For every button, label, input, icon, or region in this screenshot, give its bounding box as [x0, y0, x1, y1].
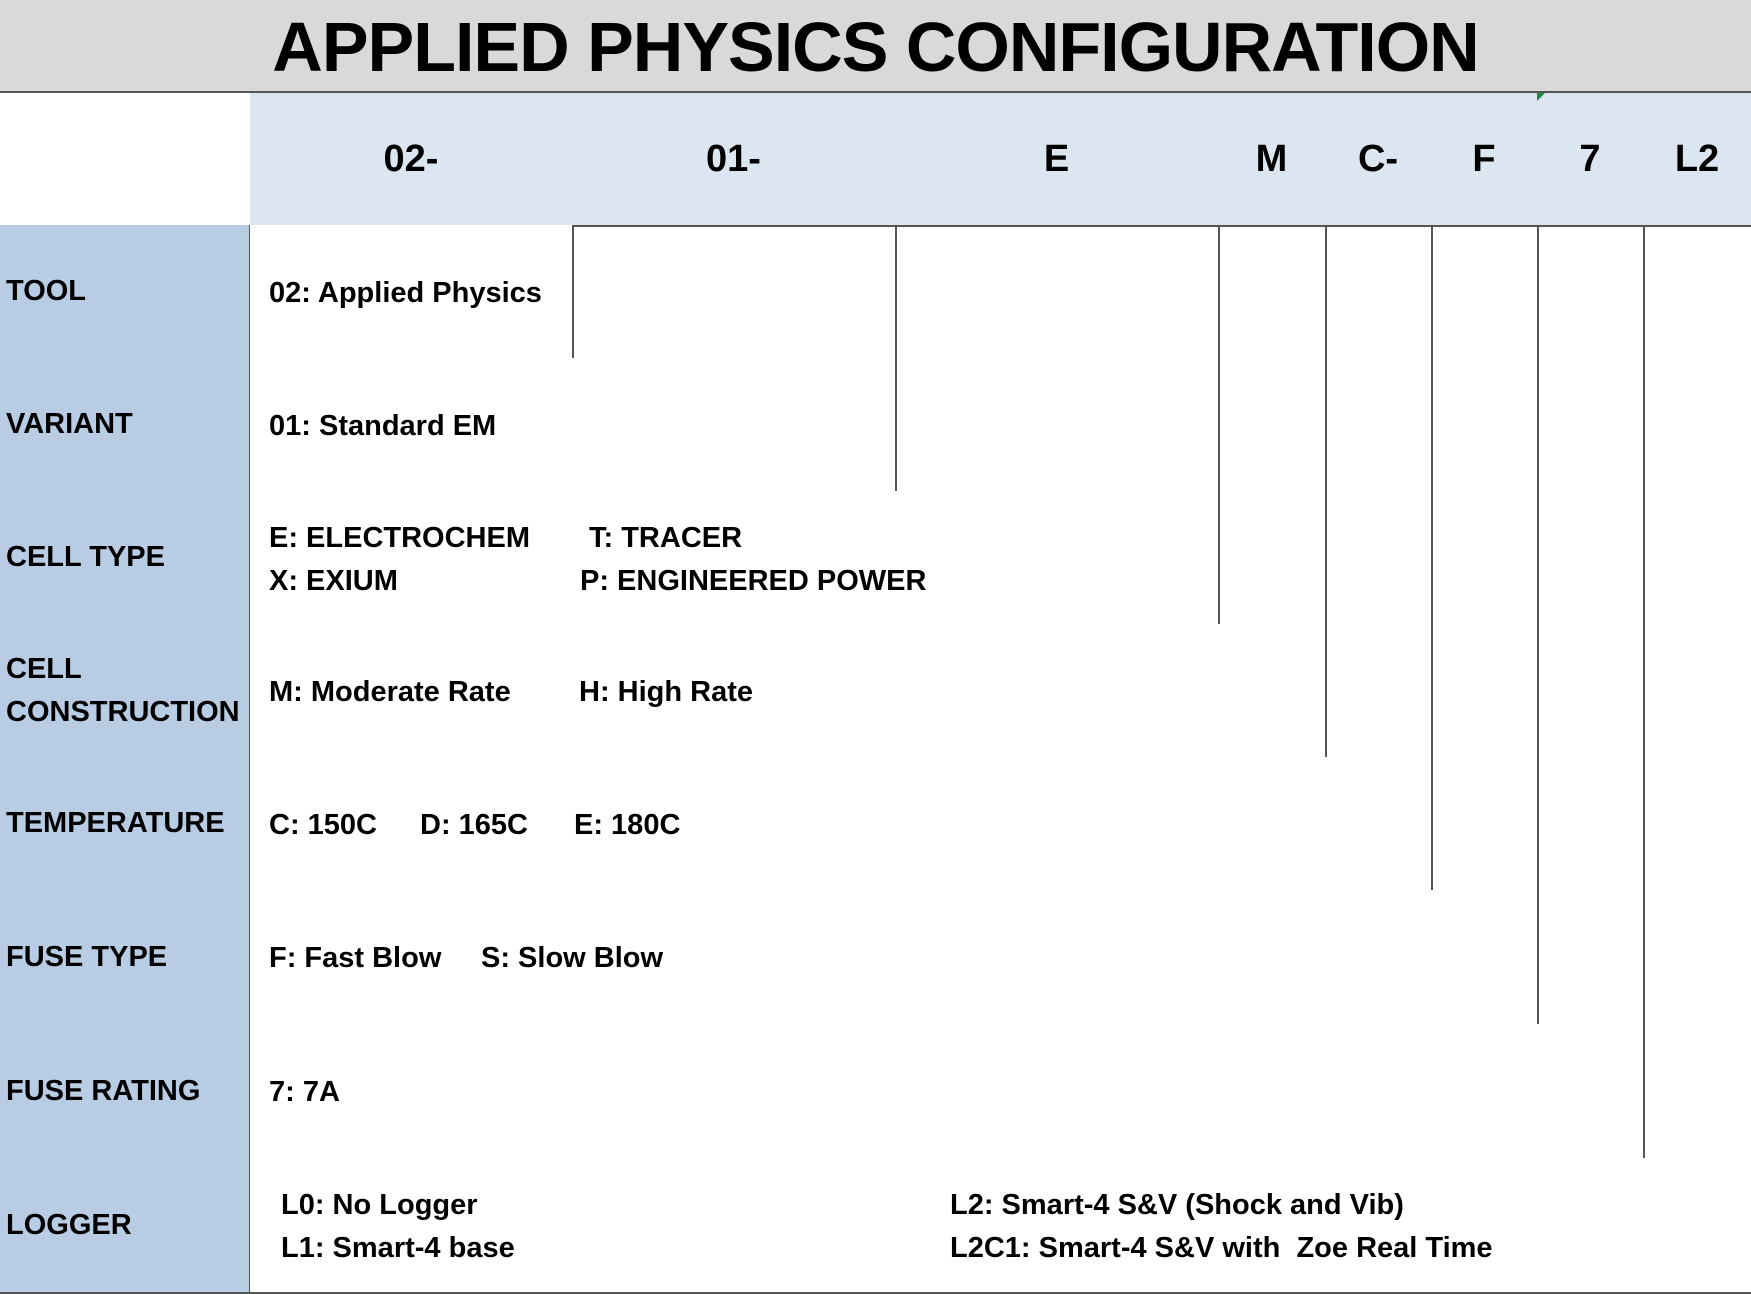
code-segment-variant: 01-: [572, 93, 897, 227]
row-label-fuse-type: FUSE TYPE: [0, 890, 251, 1026]
code-segment-cell-type: E: [895, 93, 1220, 227]
row-label-fuse-rating: FUSE RATING: [0, 1024, 251, 1160]
row-label-variant: VARIANT: [0, 358, 251, 493]
option-temperature-e: E: 180C: [574, 809, 681, 841]
row-label-cell-construction-line1: CELL: [6, 652, 82, 685]
row-box-cell-type: [250, 491, 1220, 626]
option-cell-type-x: X: EXIUM: [269, 565, 398, 597]
row-label-cell-construction: [0, 624, 251, 759]
code-segment-logger: L2: [1643, 93, 1751, 227]
row-label-temperature: TEMPERATURE: [0, 757, 251, 892]
page-title: APPLIED PHYSICS CONFIGURATION: [272, 7, 1479, 86]
row-label-tool: TOOL: [0, 225, 251, 360]
option-temperature-d: D: 165C: [420, 809, 528, 841]
option-logger-l2c1: L2C1: Smart-4 S&V with Zoe Real Time: [950, 1232, 1493, 1264]
option-fuse-type-f: F: Fast Blow: [269, 942, 442, 974]
divider-line: [1431, 225, 1433, 759]
option-variant-01: 01: Standard EM: [269, 410, 497, 442]
option-cell-type-p: P: ENGINEERED POWER: [580, 565, 927, 597]
option-cell-type-e: E: ELECTROCHEM: [269, 522, 530, 554]
option-cell-type-t: T: TRACER: [589, 522, 743, 554]
code-segment-temperature: C-: [1325, 93, 1433, 227]
code-segment-fuse-type: F: [1431, 93, 1539, 227]
code-segment-tool: 02-: [250, 93, 574, 227]
option-fuse-type-s: S: Slow Blow: [481, 942, 664, 974]
row-label-cell-construction-line2: CONSTRUCTION: [6, 695, 240, 728]
option-logger-l2: L2: Smart-4 S&V (Shock and Vib): [950, 1189, 1404, 1221]
divider-line: [1325, 225, 1327, 626]
row-box-fuse-rating: [250, 1024, 1645, 1160]
cell-comment-marker: [1537, 93, 1545, 101]
code-segment-cell-construction: M: [1218, 93, 1327, 227]
row-label-logger: LOGGER: [0, 1158, 251, 1294]
option-construction-h: H: High Rate: [579, 676, 753, 708]
option-construction-m: M: Moderate Rate: [269, 676, 511, 708]
divider-line: [1643, 225, 1645, 1026]
divider-line: [1218, 225, 1220, 493]
code-segment-fuse-rating: 7: [1537, 93, 1645, 227]
option-logger-l0: L0: No Logger: [281, 1189, 478, 1221]
option-logger-l1: L1: Smart-4 base: [281, 1232, 515, 1264]
divider-line: [1537, 225, 1539, 892]
row-box-fuse-type: [250, 890, 1539, 1026]
header-blank-cell: [0, 93, 252, 227]
option-tool-02: 02: Applied Physics: [269, 277, 542, 309]
option-temperature-c: C: 150C: [269, 809, 377, 841]
row-box-logger: [250, 1158, 1751, 1294]
row-label-cell-type: CELL TYPE: [0, 491, 251, 626]
divider-line: [895, 225, 897, 360]
option-fuse-rating-7: 7: 7A: [269, 1076, 340, 1108]
